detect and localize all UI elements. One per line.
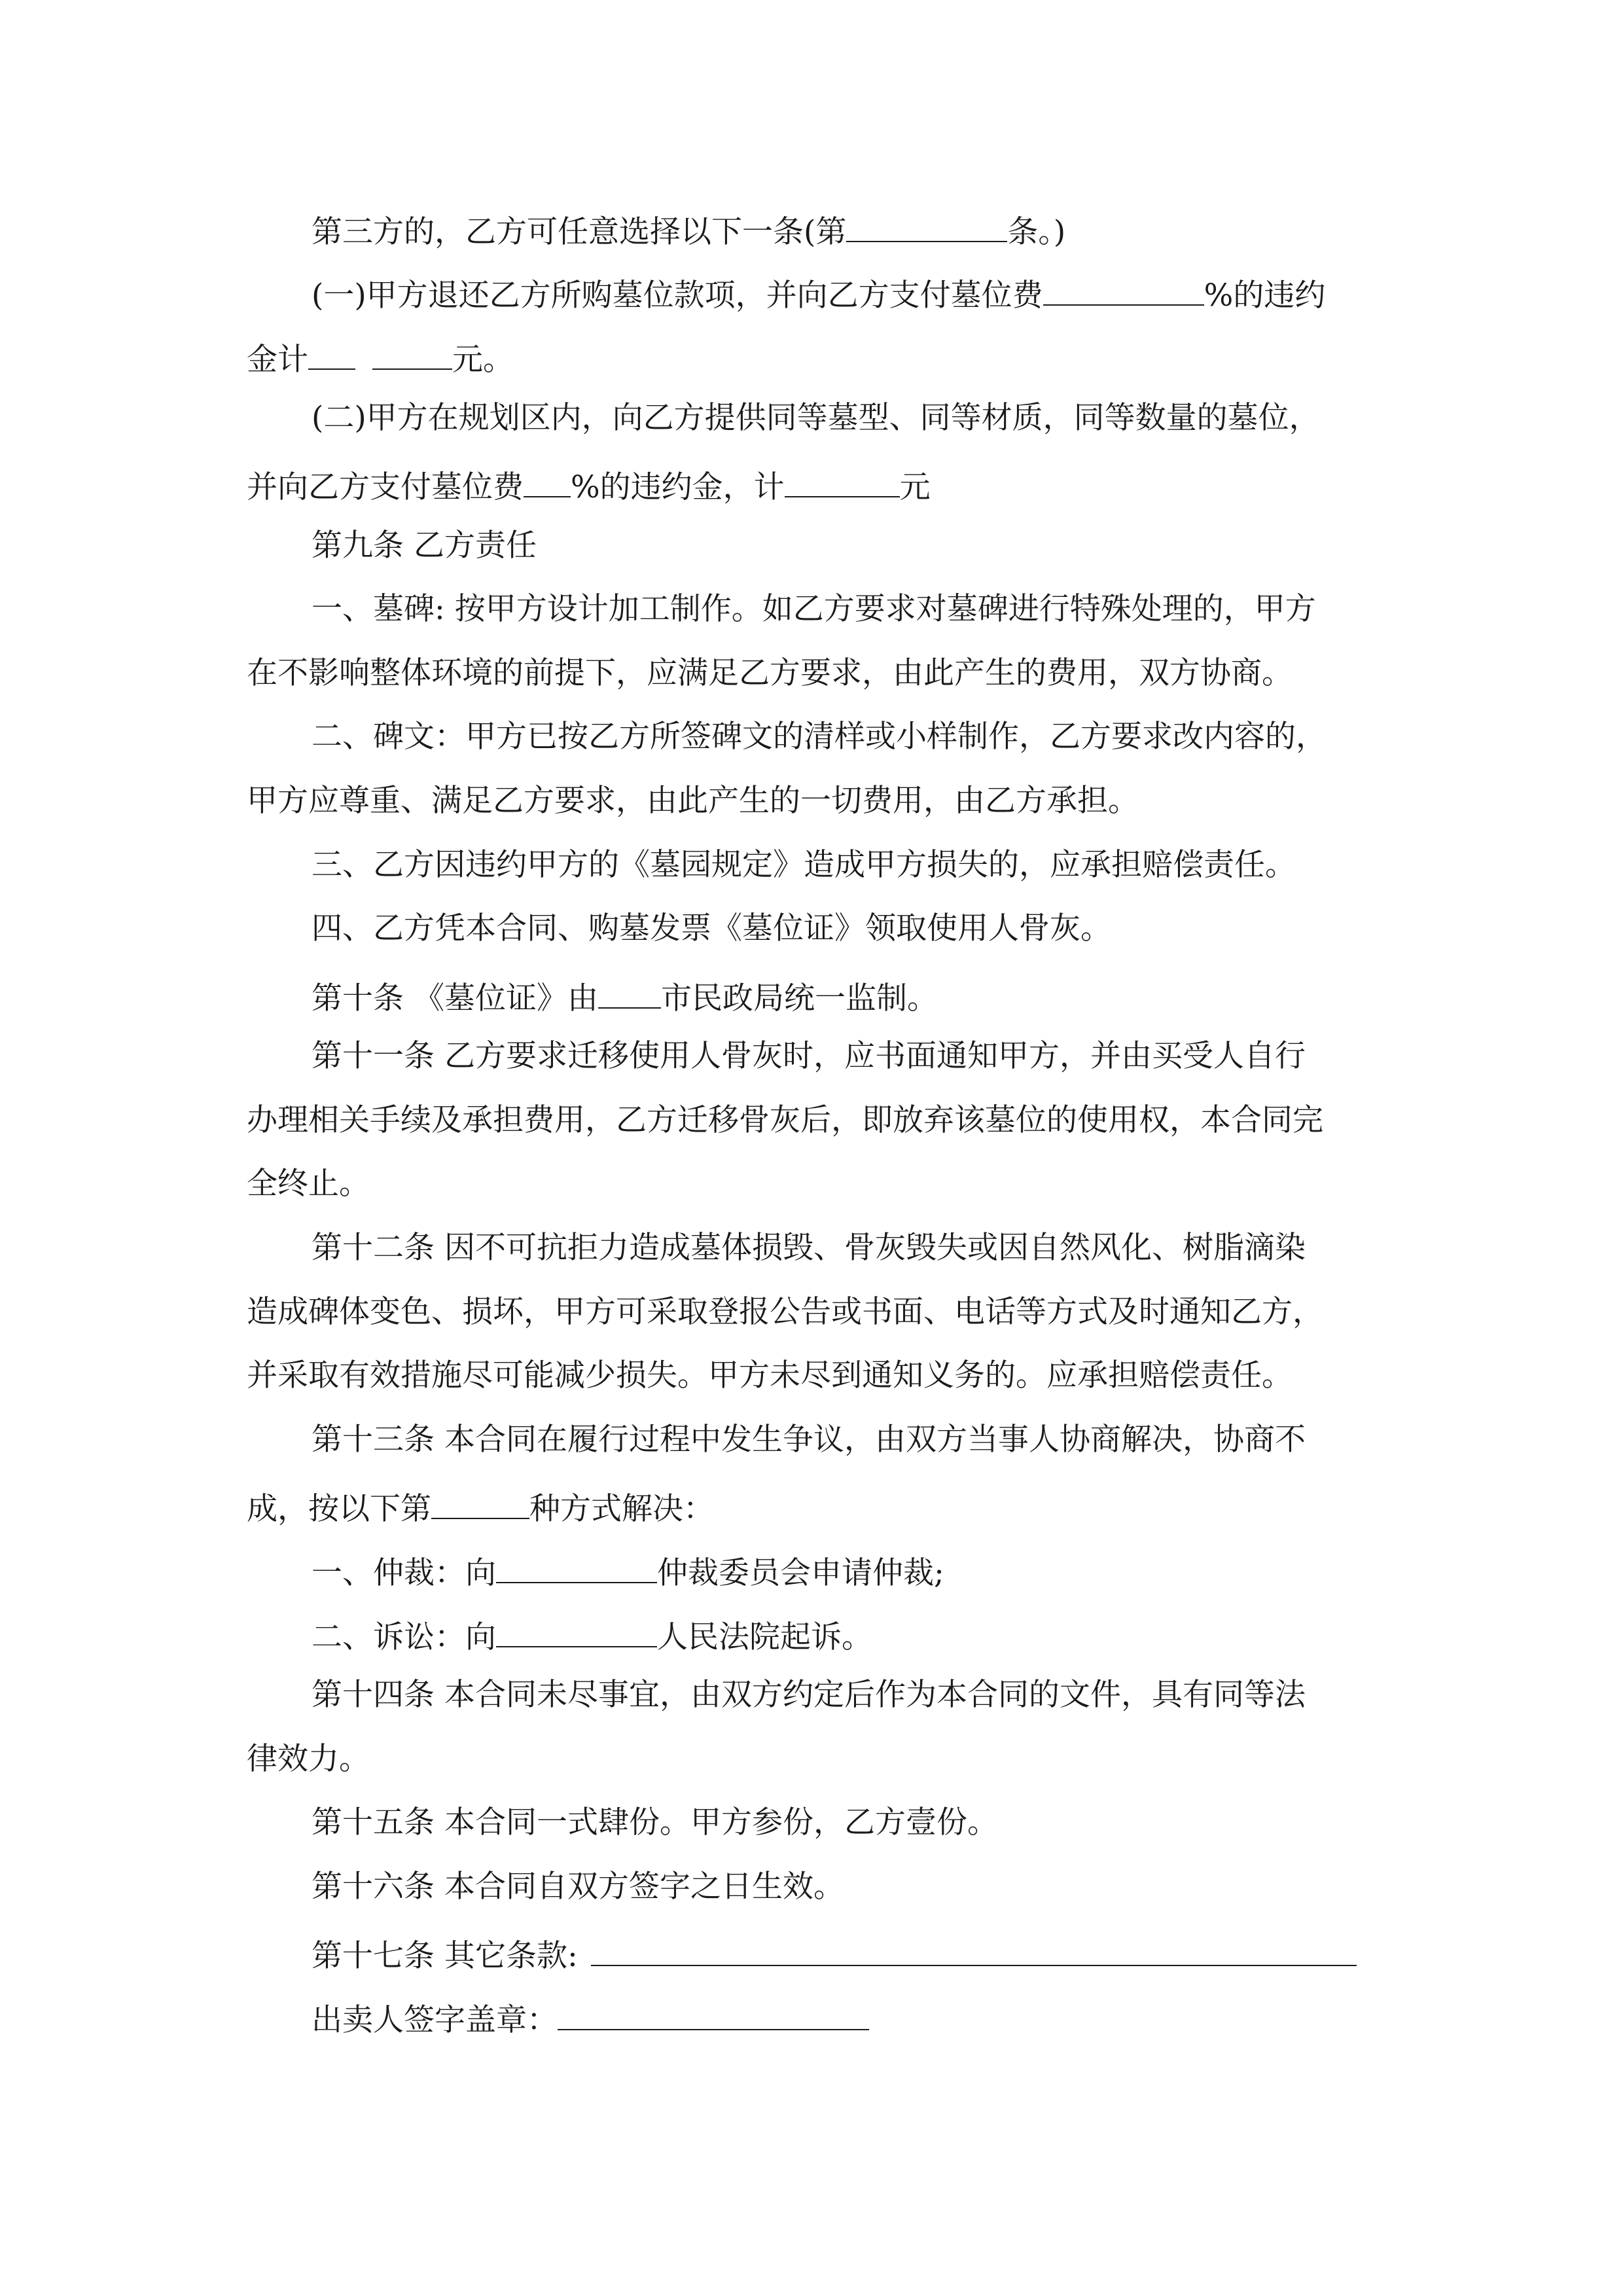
article-9-item-1-cont [247, 655, 1293, 694]
fill-blank [496, 1616, 657, 1647]
article-9-item-3 [312, 847, 1296, 886]
text: 第十四条 本合同未尽事宜，由双方约定后作为本合同的文件，具有同等法 [312, 1677, 1306, 1713]
article-14 [312, 1679, 1306, 1716]
line-choice-clause [312, 211, 1066, 250]
fill-blank [431, 1488, 529, 1519]
fill-blank [591, 1935, 1357, 1966]
article-13-cont [247, 1488, 714, 1527]
text: 仲裁委员会申请仲裁; [657, 1555, 944, 1591]
fill-blank [1043, 274, 1204, 306]
article-9-item-1 [312, 591, 1316, 630]
article-16 [312, 1871, 844, 1908]
text: 成，按以下第 [247, 1491, 431, 1527]
text: 在不影响整体环境的前提下，应满足乙方要求，由此产生的费用，双方协商。 [247, 655, 1293, 691]
line-option-two-amount [247, 466, 931, 503]
text: 第九条 乙方责任 [312, 528, 537, 564]
text: 一、墓碑: 按甲方设计加工制作。如乙方要求对墓碑进行特殊处理的，甲方 [312, 591, 1316, 627]
fill-blank [496, 1552, 657, 1583]
text: 律效力。 [247, 1741, 370, 1777]
article-11-cont-1 [247, 1102, 1323, 1141]
fill-blank [785, 466, 900, 497]
article-9-item-4 [312, 910, 1111, 950]
article-13-arbitration [312, 1552, 944, 1591]
article-11 [312, 1038, 1306, 1077]
text: 造成碑体变色、损坏，甲方可采取登报公告或书面、电话等方式及时通知乙方， [247, 1294, 1323, 1330]
text: 第十一条 乙方要求迁移使用人骨灰时，应书面通知甲方，并由买受人自行 [312, 1038, 1306, 1074]
seller-signature-line [312, 1999, 869, 2036]
text: 种方式解决： [529, 1491, 714, 1527]
article-9-item-2-cont [247, 785, 1139, 822]
fill-blank [524, 466, 571, 497]
text: 金计 [247, 342, 308, 378]
text: 人民法院起诉。 [657, 1619, 872, 1655]
article-10 [312, 977, 938, 1014]
text: 市民政局统一监制。 [660, 980, 938, 1016]
signature-blank [558, 1999, 869, 2030]
article-11-cont-2 [247, 1168, 370, 1205]
article-13 [312, 1424, 1306, 1461]
text: (二)甲方在规划区内，向乙方提供同等墓型、同等材质，同等数量的墓位， [312, 400, 1320, 436]
text: 并向乙方支付墓位费 [247, 469, 524, 505]
text: 三、乙方因违约甲方的《墓园规定》造成甲方损失的，应承担赔偿责任。 [312, 847, 1296, 883]
text: 一、仲裁：向 [312, 1555, 496, 1591]
text: 条。) [1007, 214, 1066, 250]
fill-blank [308, 338, 355, 370]
text: 甲方应尊重、满足乙方要求，由此产生的一切费用，由乙方承担。 [247, 783, 1139, 819]
text: 第十条 《墓位证》由 [312, 980, 598, 1016]
article-15 [312, 1804, 998, 1844]
text: (一)甲方退还乙方所购墓位款项，并向乙方支付墓位费 [312, 278, 1043, 314]
text: 四、乙方凭本合同、购墓发票《墓位证》领取使用人骨灰。 [312, 910, 1111, 946]
text: 二、诉讼：向 [312, 1619, 496, 1655]
article-12-cont-2 [247, 1357, 1293, 1397]
fill-blank [372, 338, 452, 370]
text: 全终止。 [247, 1166, 370, 1202]
article-17 [312, 1935, 1357, 1974]
text: 第十五条 本合同一式肆份。甲方参份，乙方壹份。 [312, 1804, 998, 1840]
text: 第三方的，乙方可任意选择以下一条(第 [312, 214, 847, 250]
text: 并采取有效措施尽可能减少损失。甲方未尽到通知义务的。应承担赔偿责任。 [247, 1357, 1293, 1393]
text: 出卖人签字盖章： [312, 2002, 558, 2038]
article-14-cont [247, 1741, 370, 1780]
text: 第十二条 因不可抗拒力造成墓体损毁、骨灰毁失或因自然风化、树脂滴染 [312, 1230, 1306, 1266]
article-13-litigation [312, 1616, 872, 1653]
article-9-heading [312, 530, 537, 567]
text: %的违约金，计 [571, 469, 785, 505]
text: 元 [899, 469, 931, 505]
fill-blank [846, 211, 1007, 242]
text: 第十七条 其它条款: [312, 1938, 578, 1974]
text: 办理相关手续及承担费用，乙方迁移骨灰后，即放弃该墓位的使用权，本合同完 [247, 1102, 1323, 1138]
text: 第十三条 本合同在履行过程中发生争议，由双方当事人协商解决，协商不 [312, 1422, 1306, 1458]
line-option-one-amount [247, 338, 514, 378]
article-12-cont-1 [247, 1294, 1323, 1333]
fill-blank [598, 977, 661, 1009]
text: 第十六条 本合同自双方签字之日生效。 [312, 1869, 844, 1905]
text: 二、碑文：甲方已按乙方所签碑文的清样或小样制作，乙方要求改内容的， [312, 719, 1327, 755]
text: %的违约 [1204, 278, 1326, 314]
article-9-item-2 [312, 721, 1327, 758]
line-option-two [312, 400, 1320, 439]
text: 元。 [452, 342, 514, 378]
line-option-one [312, 274, 1326, 314]
article-12 [312, 1232, 1306, 1269]
